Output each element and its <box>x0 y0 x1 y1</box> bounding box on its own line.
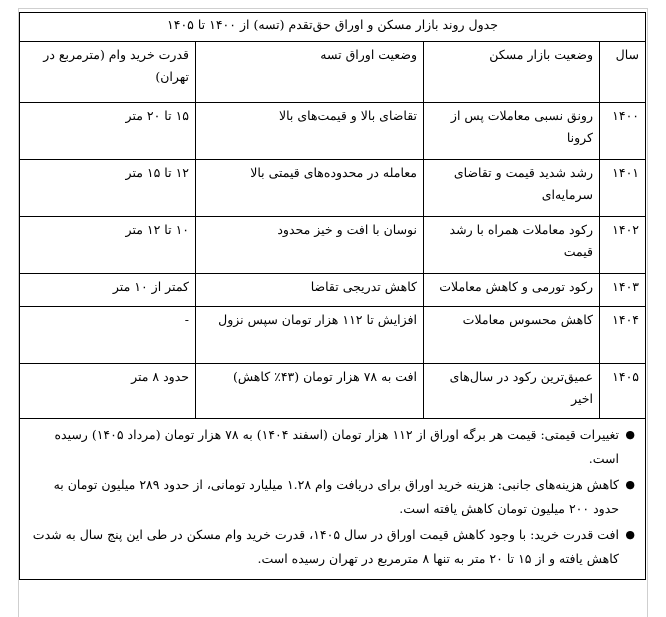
header-bonds: وضعیت اوراق تسه <box>196 42 424 103</box>
table-row <box>20 274 646 307</box>
table-row <box>20 307 646 364</box>
cell-housing: رکود معاملات همراه با رشد قیمت <box>424 217 600 274</box>
list-item <box>30 423 635 471</box>
cell-bonds: تقاضای بالا و قیمت‌های بالا <box>196 103 424 160</box>
cell-year: ۱۴۰۱ <box>600 160 646 217</box>
cell-year: ۱۴۰۵ <box>600 364 646 419</box>
cell-year: ۱۴۰۰ <box>600 103 646 160</box>
cell-bonds: معامله در محدوده‌های قیمتی بالا <box>196 160 424 217</box>
cell-power: ۱۵ تا ۲۰ متر <box>20 103 196 160</box>
cell-power: ۱۰ تا ۱۲ متر <box>20 217 196 274</box>
cell-housing: رکود تورمی و کاهش معاملات <box>424 274 600 307</box>
table-header-row <box>20 42 646 103</box>
header-year: سال <box>600 42 646 103</box>
bullet-dot-icon: ● <box>625 428 635 441</box>
header-housing: وضعیت بازار مسکن <box>424 42 600 103</box>
notes-list <box>30 423 635 571</box>
table-row <box>20 217 646 274</box>
cell-bonds: افزایش تا ۱۱۲ هزار تومان سپس نزول <box>196 307 424 364</box>
cell-year: ۱۴۰۴ <box>600 307 646 364</box>
note-purchasing-power: افت قدرت خرید: با وجود کاهش قیمت اوراق در سال ۱۴۰۵، قدرت خرید وام مسکن در طی این پنج سال به شدت کاهش یافته و از ۱۵ تا ۲۰ متر به تنها ۸ مترمربع در تهران رسیده است. <box>32 527 619 566</box>
cell-housing: کاهش محسوس معاملات <box>424 307 600 364</box>
cell-bonds: کاهش تدریجی تقاضا <box>196 274 424 307</box>
cell-power: - <box>20 307 196 364</box>
cell-power: حدود ۸ متر <box>20 364 196 419</box>
table-row <box>20 160 646 217</box>
table-row <box>20 103 646 160</box>
header-purchasing-power: قدرت خرید وام (مترمربع در تهران) <box>20 42 196 103</box>
bullet-dot-icon: ● <box>625 528 635 541</box>
table-caption: جدول روند بازار مسکن و اوراق حق‌تقدم (تسه) از ۱۴۰۰ تا ۱۴۰۵ <box>20 13 646 42</box>
cell-power: کمتر از ۱۰ متر <box>20 274 196 307</box>
cell-bonds: نوسان با افت و خیز محدود <box>196 217 424 274</box>
cell-power: ۱۲ تا ۱۵ متر <box>20 160 196 217</box>
cell-housing: رشد شدید قیمت و تقاضای سرمایه‌ای <box>424 160 600 217</box>
cell-housing: عمیق‌ترین رکود در سال‌های اخیر <box>424 364 600 419</box>
market-trend-table <box>19 12 646 580</box>
note-price-change: تغییرات قیمتی: قیمت هر برگه اوراق از ۱۱۲ هزار تومان (اسفند ۱۴۰۴) به ۷۸ هزار تومان (مرداد ۱۴۰۵) رسیده است. <box>54 427 619 466</box>
cell-year: ۱۴۰۳ <box>600 274 646 307</box>
bullet-dot-icon: ● <box>625 478 635 491</box>
notes-cell <box>20 419 646 580</box>
table-row <box>20 364 646 419</box>
list-item <box>30 473 635 521</box>
list-item <box>30 523 635 571</box>
document-page <box>18 8 648 617</box>
cell-year: ۱۴۰۲ <box>600 217 646 274</box>
cell-bonds: افت به ۷۸ هزار تومان (۴۳٪ کاهش) <box>196 364 424 419</box>
note-side-costs: کاهش هزینه‌های جانبی: هزینه خرید اوراق برای دریافت وام ۱.۲۸ میلیارد تومانی، از حدود ۲۸۹ میلیون تومان به حدود ۲۰۰ میلیون تومان کاهش یافته است. <box>53 477 619 516</box>
cell-housing: رونق نسبی معاملات پس از کرونا <box>424 103 600 160</box>
